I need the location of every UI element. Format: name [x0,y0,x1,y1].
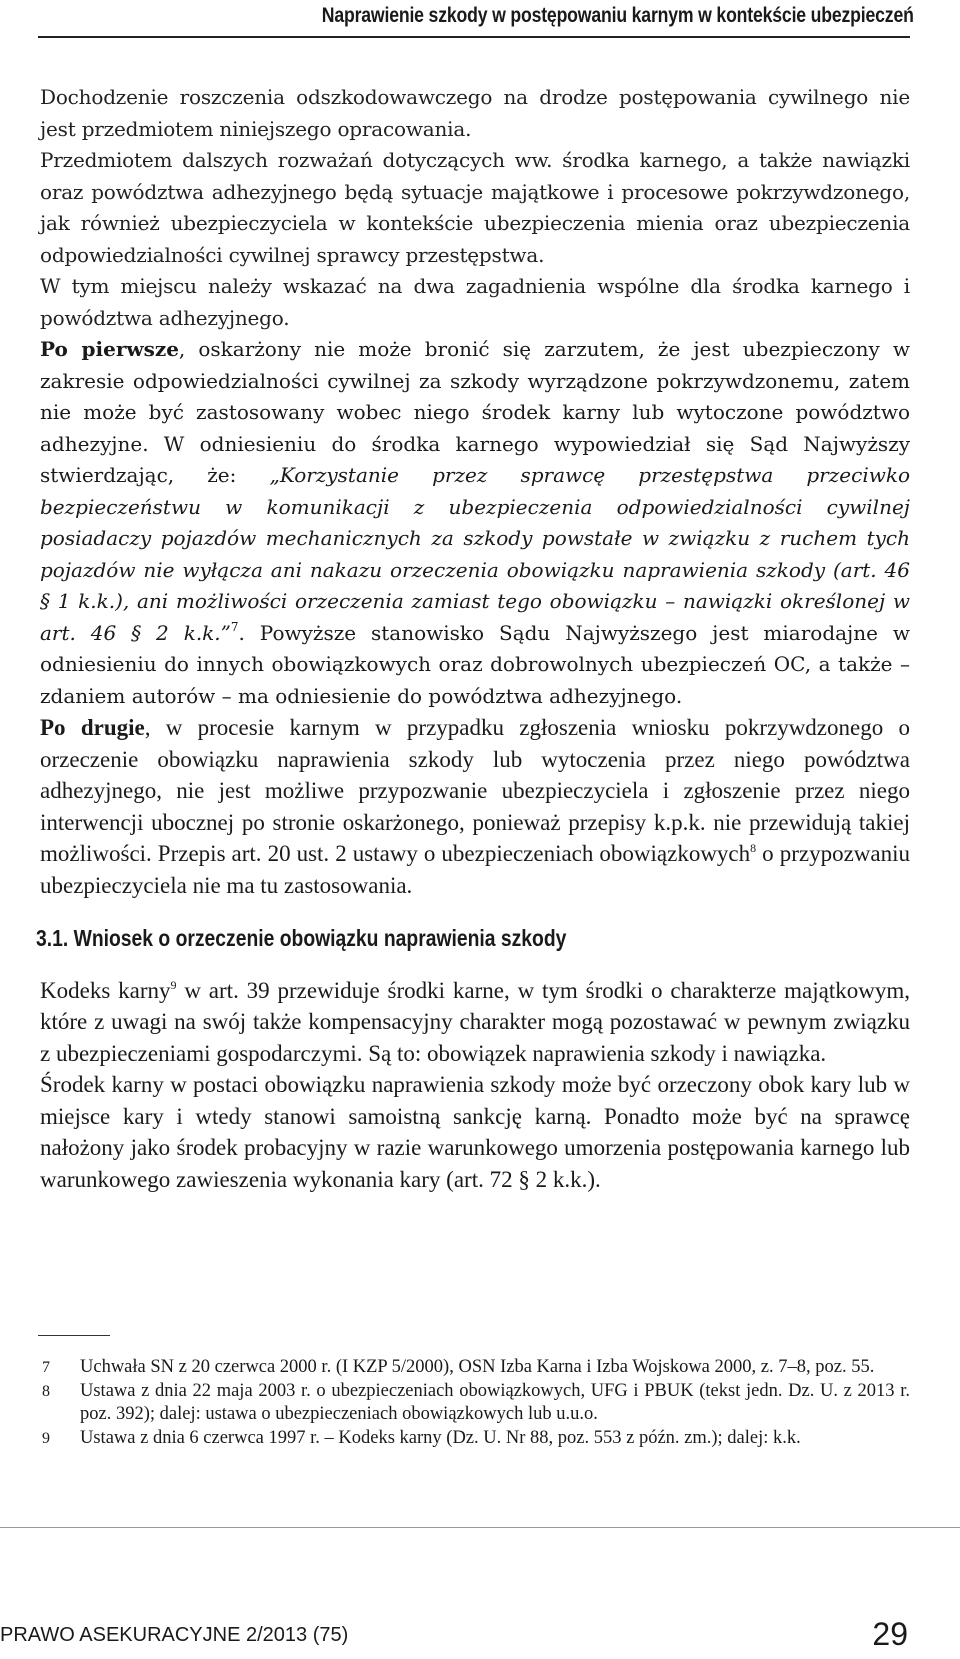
footnote-separator [38,1335,110,1336]
paragraph-4-text-a: , oskarżony nie może bronić się zarzutem, że jest ubezpieczony w zakresie odpowiedzialności cywilnej za szkody wyrządzone pokrzywdzonemu, zatem nie może być zastosowany wobec niego środek karny lub wytoczone powództwo adhezyjne. W odniesieniu do środka karnego wypowiedział się Sąd Najwyższy stwierdzając, że: [40,337,910,487]
paragraph-5-text-b: o przypozwaniu ubezpieczyciela nie ma tu zastosowania. [40,841,910,898]
page-number: 29 [872,1616,908,1652]
paragraph-4 [40,334,910,712]
header-rule [38,36,910,38]
footnote-9 [38,1427,910,1450]
paragraph-4-text-b: . Powyższe stanowisko Sądu Najwyższego jest miarodajne w odniesieniu do innych obowiązkowych oraz dobrowolnych ubezpieczeń OC, a także – zdaniem autorów – ma odniesienie do powództwa adhezyjnego. [40,620,910,708]
footnote-7 [38,1356,910,1379]
paragraph-1: Dochodzenie roszczenia odszkodowawczego na drodze postępowania cywilnego nie jest przedmiotem niniejszego opracowania. [40,85,910,141]
footnote-number: 7 [42,1359,50,1376]
lead-second-point: Po drugie [40,715,145,740]
journal-name: PRAWO ASEKURACYJNE 2/2013 (75) [0,1624,349,1646]
footnote-ref-8[interactable]: 8 [750,841,757,855]
footnotes [38,1356,910,1451]
paragraph-6 [40,975,910,1070]
footnote-text: Ustawa z dnia 6 czerwca 1997 r. – Kodeks karny (Dz. U. Nr 88, poz. 553 z późn. zm.); dalej: k.k. [80,1428,801,1448]
paragraph-5-text-a: , w procesie karnym w przypadku zgłoszenia wniosku pokrzywdzonego o orzeczenie obowiązku naprawienia szkody lub wytoczenia przez niego powództwa adhezyjnego, nie jest możliwe przypozwanie ubezpieczyciela i zgłoszenie przez niego interwencji ubocznej po stronie oskarżonego, ponieważ przepisy k.p.k. nie przewidują takiej możliwości. Przepis art. 20 ust. 2 ustawy o ubezpieczeniach obowiązkowych [40,715,910,866]
footnote-8 [38,1380,910,1426]
supreme-court-quote: „Korzystanie przez sprawcę przestępstwa przeciwko bezpieczeństwu w komunikacji z ubezpieczenia odpowiedzialności cywilnej posiadaczy pojazdów mechanicznych za szkody powstałe w związku z ruchem tych pojazdów nie wyłącza ani nakazu orzeczenia obowiązku naprawienia szkody (art. 46 § 1 k.k.), ani możliwości orzeczenia zamiast tego obowiązku – nawiązki określonej w art. 46 § 2 k.k.” [40,463,910,645]
section-heading: 3.1. Wniosek o orzeczenie obowiązku naprawienia szkody [36,925,567,951]
footnote-number: 8 [42,1383,50,1400]
paragraph-3: W tym miejscu należy wskazać na dwa zagadnienia wspólne dla środka karnego i powództwa adhezyjnego. [40,274,910,330]
footnote-ref-9[interactable]: 9 [170,977,177,992]
paragraph-5 [40,712,910,901]
paragraph-6-text-b: w art. 39 przewiduje środki karne, w tym środki o charakterze majątkowym, które z uwagi na swój także kompensacyjny charakter mogą pozostawać w pewnym związku z ubezpieczeniami gospodarczymi. Są to: obowiązek naprawienia szkody i nawiązka. [40,977,911,1066]
footnote-text: Ustawa z dnia 22 maja 2003 r. o ubezpieczeniach obowiązkowych, UFG i PBUK (tekst jedn. Dz. U. z 2013 r. poz. 392); dalej: ustawa o ubezpieczeniach obowiązkowych lub u.u.o. [80,1381,910,1424]
lead-first-point: Po pierwsze [40,337,179,361]
paragraph-2: Przedmiotem dalszych rozważań dotyczących ww. środka karnego, a także nawiązki oraz powództwa adhezyjnego będą sytuacje majątkowe i procesowe pokrzywdzonego, jak również ubezpieczyciela w kontekście ubezpieczenia mienia oraz ubezpieczenia odpowiedzialności cywilnej sprawcy przestępstwa. [40,148,910,267]
running-title: Naprawienie szkody w postępowaniu karnym w kontekście ubezpieczeń [322,4,914,27]
paragraph-7: Środek karny w postaci obowiązku naprawienia szkody może być orzeczony obok kary lub w miejsce kary i wtedy stanowi samoistną sankcję karną. Ponadto może być na sprawcę nałożony jako środek probacyjny w razie warunkowego umorzenia postępowania karnego lub warunkowego zawieszenia wykonania kary (art. 72 § 2 k.k.). [40,1072,910,1192]
paragraph-6-text-a: Kodeks karny [40,977,171,1003]
main-text [36,82,911,1195]
footer-rule [0,1527,960,1528]
footnote-number: 9 [42,1430,50,1447]
footnote-ref-7[interactable]: 7 [230,619,239,634]
footnote-text: Uchwała SN z 20 czerwca 2000 r. (I KZP 5/2000), OSN Izba Karna i Izba Wojskowa 2000, z. 7–8, poz. 55. [80,1357,875,1377]
